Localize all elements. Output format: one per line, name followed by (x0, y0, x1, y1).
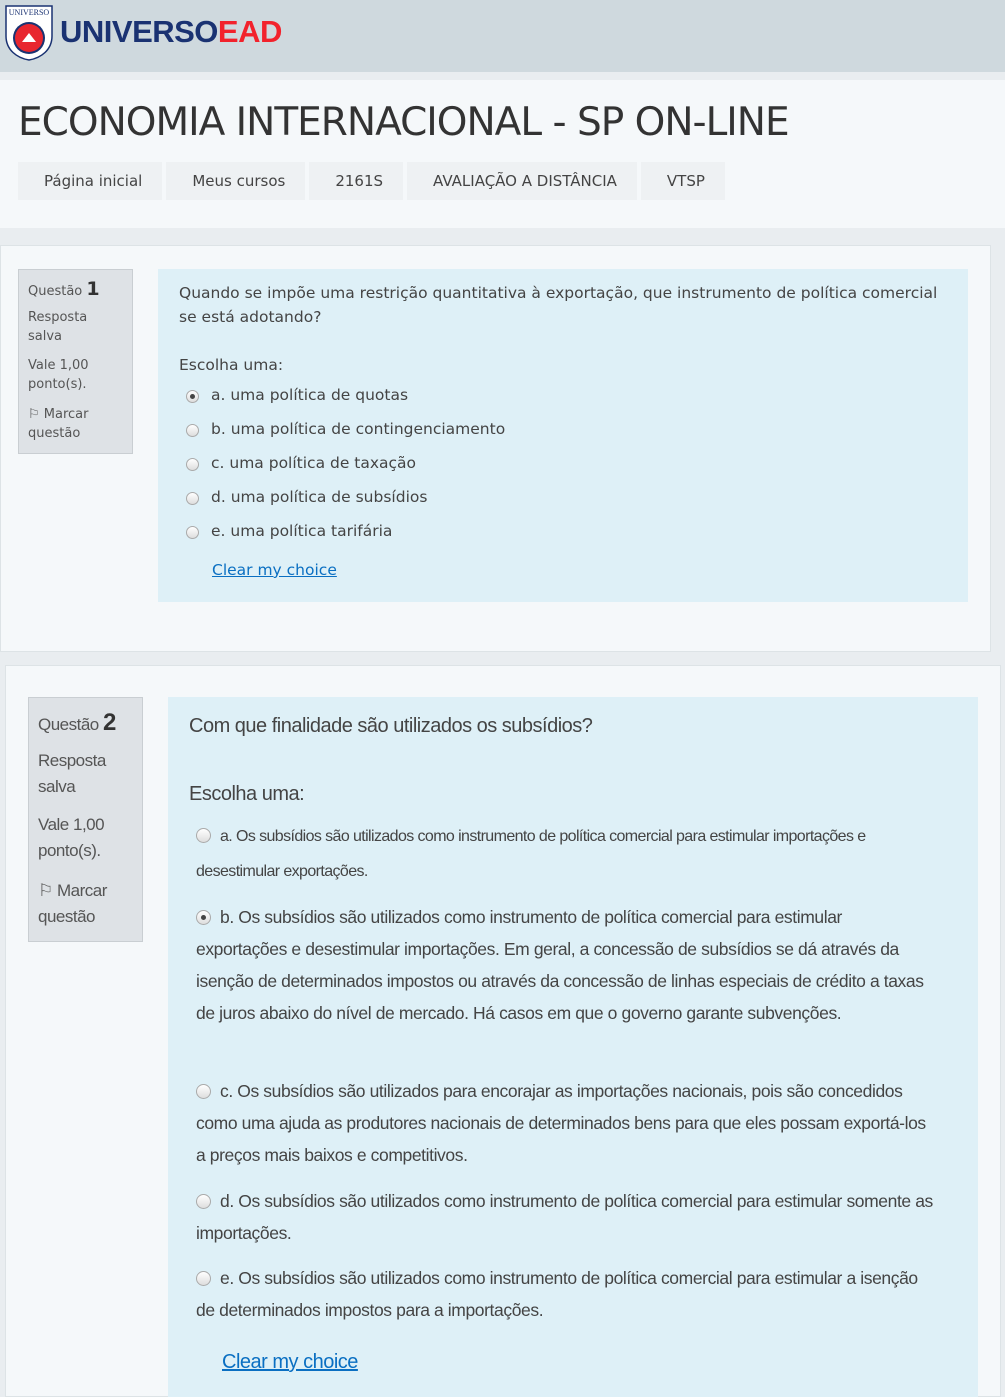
question-text: Quando se impõe uma restrição quantitativa à exportação, que instrumento de política comercial se está adotando? (179, 284, 938, 326)
question-state: Resposta salva (38, 751, 106, 796)
question-2-card (5, 665, 1001, 1397)
option-d[interactable]: d. Os subsídios são utilizados como instrumento de política comercial para estimular somente as importações. (196, 1191, 933, 1243)
question-1-card (0, 245, 991, 652)
breadcrumb-my-courses[interactable]: Meus cursos (166, 162, 305, 200)
question-mark: Vale 1,00 ponto(s). (38, 815, 105, 860)
question-number: Questão 2 (38, 709, 116, 736)
question-info (18, 269, 133, 454)
page-title: ECONOMIA INTERNACIONAL - SP ON-LINE (18, 100, 789, 145)
breadcrumb-course[interactable]: 2161S (309, 162, 403, 200)
question-number: Questão 1 (28, 278, 100, 300)
question-formulation: Quando se impõe uma restrição quantitativa à exportação, que instrumento de política comercial se está adotando? Escolha uma: a. uma política de quotas b. uma política de contingenciamento c. uma política de taxação d. uma política de subsídios e. uma política tarifária Clear my choice (158, 269, 968, 602)
svg-text:UNIVERSO: UNIVERSO (8, 8, 50, 17)
question-formulation (168, 697, 978, 1397)
breadcrumb-assessment[interactable]: AVALIAÇÃO A DISTÂNCIA (407, 162, 637, 200)
radio-button[interactable] (196, 1084, 211, 1099)
radio-button[interactable] (186, 492, 199, 505)
universo-logo[interactable] (4, 4, 54, 62)
question-info (28, 697, 143, 942)
option-e[interactable]: e. Os subsídios são utilizados como instrumento de política comercial para estimular a isenção de determinados impostos para a importações. (196, 1268, 918, 1320)
breadcrumb-home[interactable]: Página inicial (18, 162, 162, 200)
radio-button[interactable] (196, 828, 211, 843)
flag-icon: ⚐ (28, 407, 40, 422)
clear-choice-link[interactable]: Clear my choice (222, 1351, 358, 1373)
flag-question-link[interactable]: ⚐ Marcar questão (38, 881, 107, 926)
brand-wordmark: UNIVERSOEAD (60, 14, 282, 49)
radio-button[interactable] (196, 1194, 211, 1209)
radio-button[interactable] (186, 424, 199, 437)
flag-question-link[interactable]: ⚐ Marcar questão (28, 407, 89, 441)
radio-button[interactable] (186, 390, 199, 403)
clear-choice-link[interactable]: Clear my choice (212, 561, 337, 579)
breadcrumb-quiz[interactable]: VTSP (641, 162, 725, 200)
radio-button[interactable] (186, 526, 199, 539)
choose-prompt: Escolha uma: (179, 356, 284, 374)
question-text: Com que finalidade são utilizados os subsídios? (189, 715, 593, 737)
flag-icon: ⚐ (38, 881, 53, 900)
choose-prompt: Escolha uma: (189, 783, 305, 805)
site-header (0, 0, 1005, 72)
option-a[interactable]: a. Os subsídios são utilizados como instrumento de política comercial para estimular importações e desestimular exportações. (196, 828, 866, 880)
breadcrumb (18, 162, 729, 200)
radio-button[interactable] (196, 910, 211, 925)
option-b[interactable]: b. Os subsídios são utilizados como instrumento de política comercial para estimular exportações e desestimular importações. Em geral, a concessão de subsídios se dá através da isenção de determinados impostos ou através da concessão de linhas especiais de crédito a taxas de juros abaixo do nível de mercado. Há casos em que o governo garante subvenções. (196, 907, 924, 1023)
question-mark: Vale 1,00 ponto(s). (28, 358, 89, 392)
radio-button[interactable] (186, 458, 199, 471)
question-state: Resposta salva (28, 310, 88, 344)
option-c[interactable]: c. Os subsídios são utilizados para encorajar as importações nacionais, pois são concedidos como uma ajuda as produtores nacionais de determinados bens para que eles possam exportá-los a preços mais baixos e competitivos. (196, 1081, 926, 1165)
radio-button[interactable] (196, 1271, 211, 1286)
